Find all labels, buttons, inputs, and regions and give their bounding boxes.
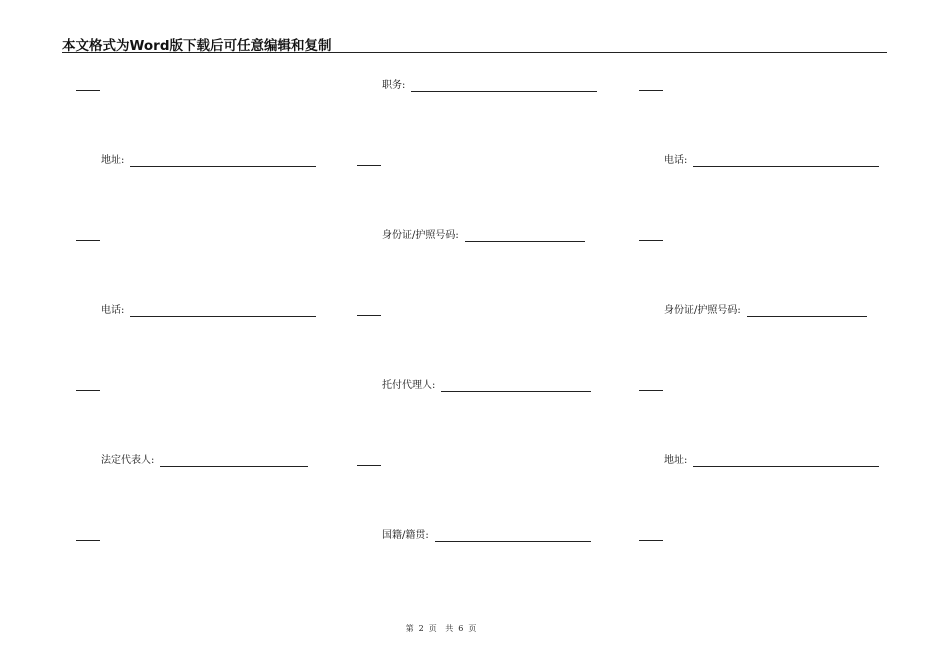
- blank-short-line: [76, 540, 100, 541]
- blank-short-line: [357, 465, 381, 466]
- blank-short-line: [76, 390, 100, 391]
- form-field-id-passport: [664, 305, 867, 317]
- field-label: 身份证/护照号码:: [382, 230, 459, 241]
- field-label: 地址:: [664, 455, 688, 466]
- field-label: 地址:: [101, 155, 125, 166]
- footer-page-unit: 页: [428, 624, 438, 633]
- footer-prefix: 第: [405, 624, 415, 633]
- blank-short-line: [639, 240, 663, 241]
- page-footer: [0, 623, 883, 634]
- blank-short-line: [639, 90, 663, 91]
- field-label: 身份证/护照号码:: [664, 305, 741, 316]
- form-field-phone: [664, 155, 879, 167]
- field-label: 国籍/籍贯:: [382, 530, 429, 541]
- fill-in-line: [693, 156, 879, 167]
- fill-in-line: [465, 231, 585, 242]
- document-header-title: 本文格式为Word版下载后可任意编辑和复制: [62, 38, 332, 54]
- total-pages: 6: [458, 624, 465, 633]
- fill-in-line: [160, 456, 308, 467]
- fill-in-line: [411, 81, 597, 92]
- blank-short-line: [639, 540, 663, 541]
- fill-in-line: [441, 381, 591, 392]
- blank-short-line: [76, 240, 100, 241]
- footer-total-prefix: 共: [445, 624, 455, 633]
- form-field-address: [101, 155, 316, 167]
- blank-short-line: [357, 165, 381, 166]
- form-field-id-passport: [382, 230, 585, 242]
- blank-short-line: [357, 315, 381, 316]
- footer-total-unit: 页: [468, 624, 478, 633]
- form-field-legal-representative: [101, 455, 308, 467]
- field-label: 法定代表人:: [101, 455, 155, 466]
- blank-short-line: [639, 390, 663, 391]
- fill-in-line: [747, 306, 867, 317]
- field-label: 托付代理人:: [382, 380, 436, 391]
- blank-short-line: [76, 90, 100, 91]
- fill-in-line: [435, 531, 591, 542]
- field-label: 电话:: [101, 305, 125, 316]
- fill-in-line: [130, 306, 316, 317]
- fill-in-line: [130, 156, 316, 167]
- form-field-position: [382, 80, 597, 92]
- page-number: 2: [418, 624, 425, 633]
- field-label: 电话:: [664, 155, 688, 166]
- field-label: 职务:: [382, 80, 406, 91]
- form-field-phone: [101, 305, 316, 317]
- form-field-nationality: [382, 530, 591, 542]
- form-field-address: [664, 455, 879, 467]
- form-field-agent: [382, 380, 591, 392]
- fill-in-line: [693, 456, 879, 467]
- header-divider: [62, 52, 887, 53]
